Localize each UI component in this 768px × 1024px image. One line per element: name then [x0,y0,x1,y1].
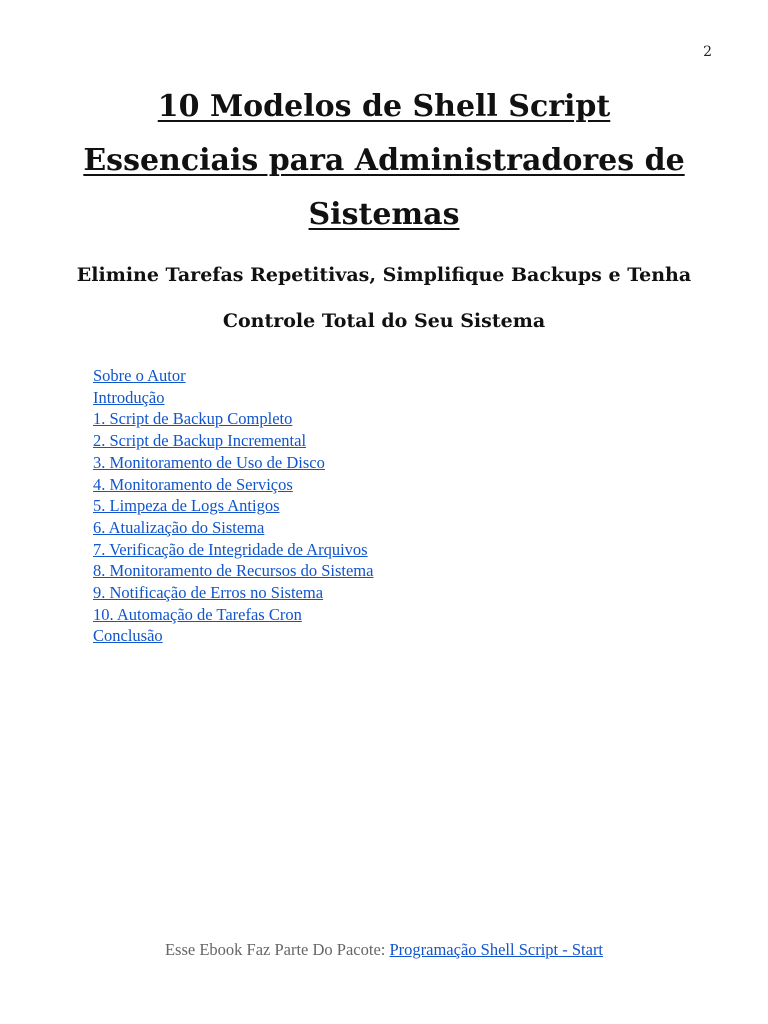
title-line-3: Sistemas [308,197,460,232]
toc-item [93,560,373,582]
toc-link-automacao-cron[interactable]: 10. Automação de Tarefas Cron [93,604,302,624]
toc-item [93,365,373,387]
subtitle-line-1: Elimine Tarefas Repetitivas, Simplifique Backups e Tenha [76,264,692,286]
toc-link-introducao[interactable]: Introdução [93,387,165,407]
toc-link-conclusao[interactable]: Conclusão [93,626,163,646]
toc-link-servicos[interactable]: 4. Monitoramento de Serviços [93,474,293,494]
table-of-contents [93,365,373,647]
toc-item [93,408,373,430]
toc-item [93,430,373,452]
toc-link-limpeza-logs[interactable]: 5. Limpeza de Logs Antigos [93,496,280,516]
toc-link-integridade[interactable]: 7. Verificação de Integridade de Arquivos [93,539,368,559]
page-footer [0,940,768,960]
footer-text: Esse Ebook Faz Parte Do Pacote: [164,940,386,959]
toc-item [93,452,373,474]
toc-item [93,495,373,517]
toc-item [93,604,373,626]
toc-link-recursos[interactable]: 8. Monitoramento de Recursos do Sistema [93,561,374,581]
document-subtitle [60,252,708,344]
toc-item [93,517,373,539]
toc-item [93,474,373,496]
toc-item [93,539,373,561]
toc-item [93,625,373,647]
toc-link-uso-de-disco[interactable]: 3. Monitoramento de Uso de Disco [93,452,325,472]
toc-link-backup-incremental[interactable]: 2. Script de Backup Incremental [93,431,307,451]
title-line-1: 10 Modelos de Shell Script [157,89,611,124]
page-number: 2 [703,44,712,60]
subtitle-line-2: Controle Total do Seu Sistema [222,310,546,332]
title-line-2: Essenciais para Administradores de [83,143,685,178]
toc-item [93,582,373,604]
footer-package-link[interactable]: Programação Shell Script - Start [389,940,604,959]
toc-link-notificacao-erros[interactable]: 9. Notificação de Erros no Sistema [93,583,324,603]
toc-link-sobre-o-autor[interactable]: Sobre o Autor [93,366,186,385]
toc-link-backup-completo[interactable]: 1. Script de Backup Completo [93,409,293,429]
toc-link-atualizacao[interactable]: 6. Atualização do Sistema [93,517,265,537]
document-title [60,80,708,242]
toc-item [93,387,373,409]
